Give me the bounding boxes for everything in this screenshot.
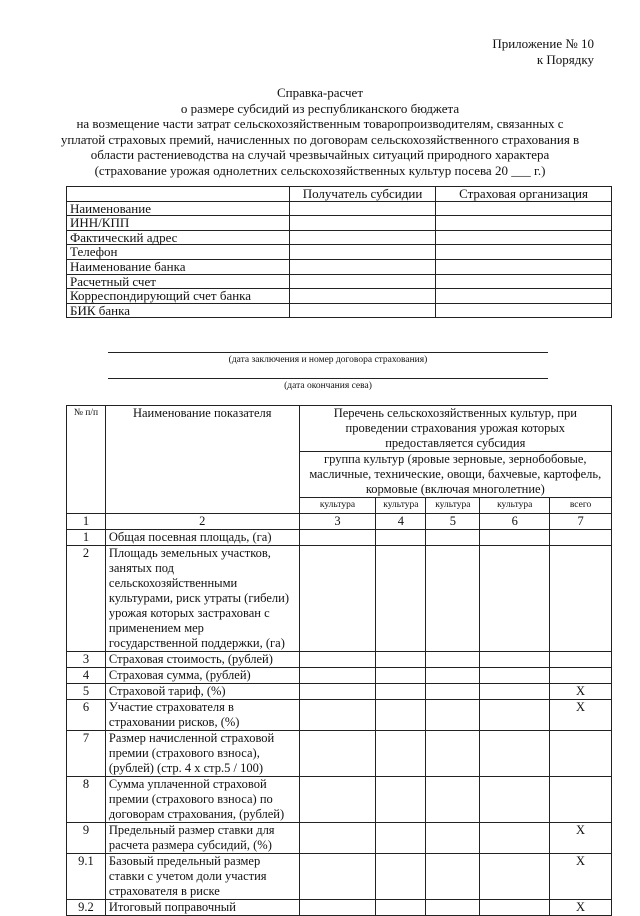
value-cell[interactable]: [376, 546, 426, 652]
row-number: 3: [67, 652, 106, 668]
value-cell[interactable]: [299, 777, 376, 823]
document-title: [60, 85, 580, 178]
value-cell[interactable]: [426, 652, 480, 668]
value-cell[interactable]: [426, 700, 480, 731]
appendix-number: Приложение № 10: [492, 36, 594, 51]
header-row: [67, 406, 612, 452]
sowing-end-date-line[interactable]: [108, 378, 548, 379]
row-indicator: Размер начисленной страховой премии (страхового взноса), (рублей) (стр. 4 х стр.5 / 100): [105, 731, 299, 777]
value-cell[interactable]: [480, 530, 550, 546]
row-label: ИНН/КПП: [67, 216, 290, 231]
header-number: № п/п: [67, 406, 106, 514]
sowing-end-date-caption: (дата окончания сева): [284, 381, 372, 391]
value-cell[interactable]: [426, 684, 480, 700]
title-line: Справка-расчет: [276, 85, 364, 100]
header-crop-group: группа культур (яровые зерновые, зернобобовые, масличные, технические, овощи, бахчевые, картофель, кормовые (включая многолетние): [299, 452, 611, 498]
recipient-cell[interactable]: [289, 289, 435, 304]
value-cell[interactable]: [480, 900, 550, 916]
value-cell[interactable]: [299, 731, 376, 777]
table-row: [67, 216, 612, 231]
row-indicator: Общая посевная площадь, (га): [105, 530, 299, 546]
row-number: 1: [67, 530, 106, 546]
row-label: Телефон: [67, 245, 290, 260]
value-cell[interactable]: [376, 652, 426, 668]
insurer-cell[interactable]: [436, 245, 612, 260]
value-cell[interactable]: [376, 668, 426, 684]
recipient-cell[interactable]: [289, 230, 435, 245]
row-indicator: Базовый предельный размер ставки с учетом доли участия страхователя в риске: [105, 854, 299, 900]
total-cell[interactable]: [550, 668, 612, 684]
title-line: на возмещение части затрат сельскохозяйственным товаропроизводителям, связанных с: [76, 116, 564, 131]
row-number: 2: [67, 546, 106, 652]
table-row: [67, 668, 612, 684]
row-indicator: Итоговый поправочный: [105, 900, 299, 916]
table-row: [67, 823, 612, 854]
title-line: (страхование урожая однолетних сельскохозяйственных культур посева 20 ___ г.): [94, 162, 546, 178]
value-cell[interactable]: [299, 700, 376, 731]
row-number: 5: [67, 684, 106, 700]
value-cell[interactable]: [376, 684, 426, 700]
value-cell[interactable]: [426, 546, 480, 652]
total-cell[interactable]: [550, 652, 612, 668]
value-cell[interactable]: [426, 854, 480, 900]
value-cell[interactable]: [376, 530, 426, 546]
table-row: [67, 289, 612, 304]
value-cell[interactable]: [299, 854, 376, 900]
value-cell[interactable]: [376, 900, 426, 916]
insurer-cell[interactable]: [436, 216, 612, 231]
appendix-order: к Порядку: [536, 52, 594, 67]
value-cell[interactable]: [480, 823, 550, 854]
insurer-cell[interactable]: [436, 259, 612, 274]
table-row: [67, 201, 612, 216]
row-indicator: Страховой тариф, (%): [105, 684, 299, 700]
row-label: Наименование: [67, 201, 290, 216]
column-number: 7: [550, 514, 612, 530]
value-cell[interactable]: [299, 900, 376, 916]
header-crop: культура: [480, 498, 550, 514]
value-cell[interactable]: [480, 668, 550, 684]
value-cell[interactable]: [299, 668, 376, 684]
column-number: 2: [105, 514, 299, 530]
value-cell[interactable]: [299, 684, 376, 700]
table-row: [67, 546, 612, 652]
value-cell[interactable]: [480, 854, 550, 900]
column-number: 5: [426, 514, 480, 530]
table-row: [67, 684, 612, 700]
value-cell[interactable]: [426, 731, 480, 777]
row-number: 9: [67, 823, 106, 854]
table-row: [67, 900, 612, 916]
insurer-cell[interactable]: [436, 201, 612, 216]
total-cell[interactable]: X: [550, 684, 612, 700]
row-indicator: Участие страхователя в страховании рисков, (%): [105, 700, 299, 731]
value-cell[interactable]: [480, 700, 550, 731]
header-recipient: Получатель субсидии: [289, 187, 435, 202]
requisites-header-empty: [67, 187, 290, 202]
column-number: 1: [67, 514, 106, 530]
total-cell[interactable]: [550, 530, 612, 546]
total-cell[interactable]: [550, 731, 612, 777]
value-cell[interactable]: [376, 823, 426, 854]
value-cell[interactable]: [426, 530, 480, 546]
column-number: 6: [480, 514, 550, 530]
row-indicator: Сумма уплаченной страховой премии (страхового взноса) по договорам страхования, (рублей): [105, 777, 299, 823]
row-number: 6: [67, 700, 106, 731]
total-cell[interactable]: [550, 546, 612, 652]
insurer-cell[interactable]: [436, 289, 612, 304]
value-cell[interactable]: [426, 900, 480, 916]
row-indicator: Страховая сумма, (рублей): [105, 668, 299, 684]
recipient-cell[interactable]: [289, 303, 435, 318]
value-cell[interactable]: [426, 668, 480, 684]
recipient-cell[interactable]: [289, 216, 435, 231]
total-cell[interactable]: X: [550, 854, 612, 900]
table-row: [67, 854, 612, 900]
value-cell[interactable]: [299, 652, 376, 668]
contract-date-line[interactable]: [108, 352, 548, 353]
table-row: [67, 530, 612, 546]
row-label: Корреспондирующий счет банка: [67, 289, 290, 304]
table-row: [67, 652, 612, 668]
header-total: всего: [550, 498, 612, 514]
row-number: 7: [67, 731, 106, 777]
header-indicator-name: Наименование показателя: [105, 406, 299, 514]
value-cell[interactable]: [480, 652, 550, 668]
insurer-cell[interactable]: [436, 230, 612, 245]
row-number: 4: [67, 668, 106, 684]
total-cell[interactable]: [550, 777, 612, 823]
table-row: [67, 245, 612, 260]
row-indicator: Предельный размер ставки для расчета размера субсидий, (%): [105, 823, 299, 854]
value-cell[interactable]: [426, 823, 480, 854]
appendix-note: [492, 36, 594, 68]
row-indicator: Площадь земельных участков, занятых под сельскохозяйственными культурами, риск утраты (гибели) урожая которых застрахован с применением мер государственной поддержки, (га): [105, 546, 299, 652]
requisites-header-row: [67, 187, 612, 202]
header-crop: культура: [299, 498, 376, 514]
recipient-cell[interactable]: [289, 201, 435, 216]
row-label: Наименование банка: [67, 259, 290, 274]
table-row: [67, 731, 612, 777]
value-cell[interactable]: [376, 731, 426, 777]
row-label: Расчетный счет: [67, 274, 290, 289]
row-number: 9.2: [67, 900, 106, 916]
row-indicator: Страховая стоимость, (рублей): [105, 652, 299, 668]
table-row: [67, 230, 612, 245]
title-line: о размере субсидий из республиканского бюджета: [180, 100, 460, 116]
title-line: уплатой страховых премий, начисленных по договорам сельскохозяйственного страхования в: [60, 131, 580, 147]
total-cell[interactable]: X: [550, 823, 612, 854]
value-cell[interactable]: [376, 854, 426, 900]
table-row: [67, 303, 612, 318]
title-line: области растениеводства на случай чрезвычайных ситуаций природного характера: [90, 147, 550, 162]
value-cell[interactable]: [299, 546, 376, 652]
header-insurer: Страховая организация: [436, 187, 612, 202]
value-cell[interactable]: [426, 777, 480, 823]
column-number: 4: [376, 514, 426, 530]
row-number: 9.1: [67, 854, 106, 900]
header-crop: культура: [376, 498, 426, 514]
column-number-row: [67, 514, 612, 530]
value-cell[interactable]: [299, 823, 376, 854]
value-cell[interactable]: [480, 777, 550, 823]
row-number: 8: [67, 777, 106, 823]
table-row: [67, 274, 612, 289]
recipient-cell[interactable]: [289, 259, 435, 274]
calculation-table: [66, 405, 612, 916]
table-row: [67, 700, 612, 731]
header-crops-list: Перечень сельскохозяйственных культур, при проведении страхования урожая которых предоставляется субсидия: [299, 406, 611, 452]
total-cell[interactable]: X: [550, 700, 612, 731]
requisites-table: [66, 186, 612, 318]
table-row: [67, 777, 612, 823]
column-number: 3: [299, 514, 376, 530]
value-cell[interactable]: [299, 530, 376, 546]
recipient-cell[interactable]: [289, 274, 435, 289]
value-cell[interactable]: [480, 546, 550, 652]
row-label: Фактический адрес: [67, 230, 290, 245]
contract-date-caption: (дата заключения и номер договора страхования): [228, 355, 428, 365]
recipient-cell[interactable]: [289, 245, 435, 260]
header-crop: культура: [426, 498, 480, 514]
insurer-cell[interactable]: [436, 303, 612, 318]
row-label: БИК банка: [67, 303, 290, 318]
value-cell[interactable]: [376, 777, 426, 823]
table-row: [67, 259, 612, 274]
value-cell[interactable]: [376, 700, 426, 731]
insurer-cell[interactable]: [436, 274, 612, 289]
total-cell[interactable]: X: [550, 900, 612, 916]
value-cell[interactable]: [480, 684, 550, 700]
value-cell[interactable]: [480, 731, 550, 777]
